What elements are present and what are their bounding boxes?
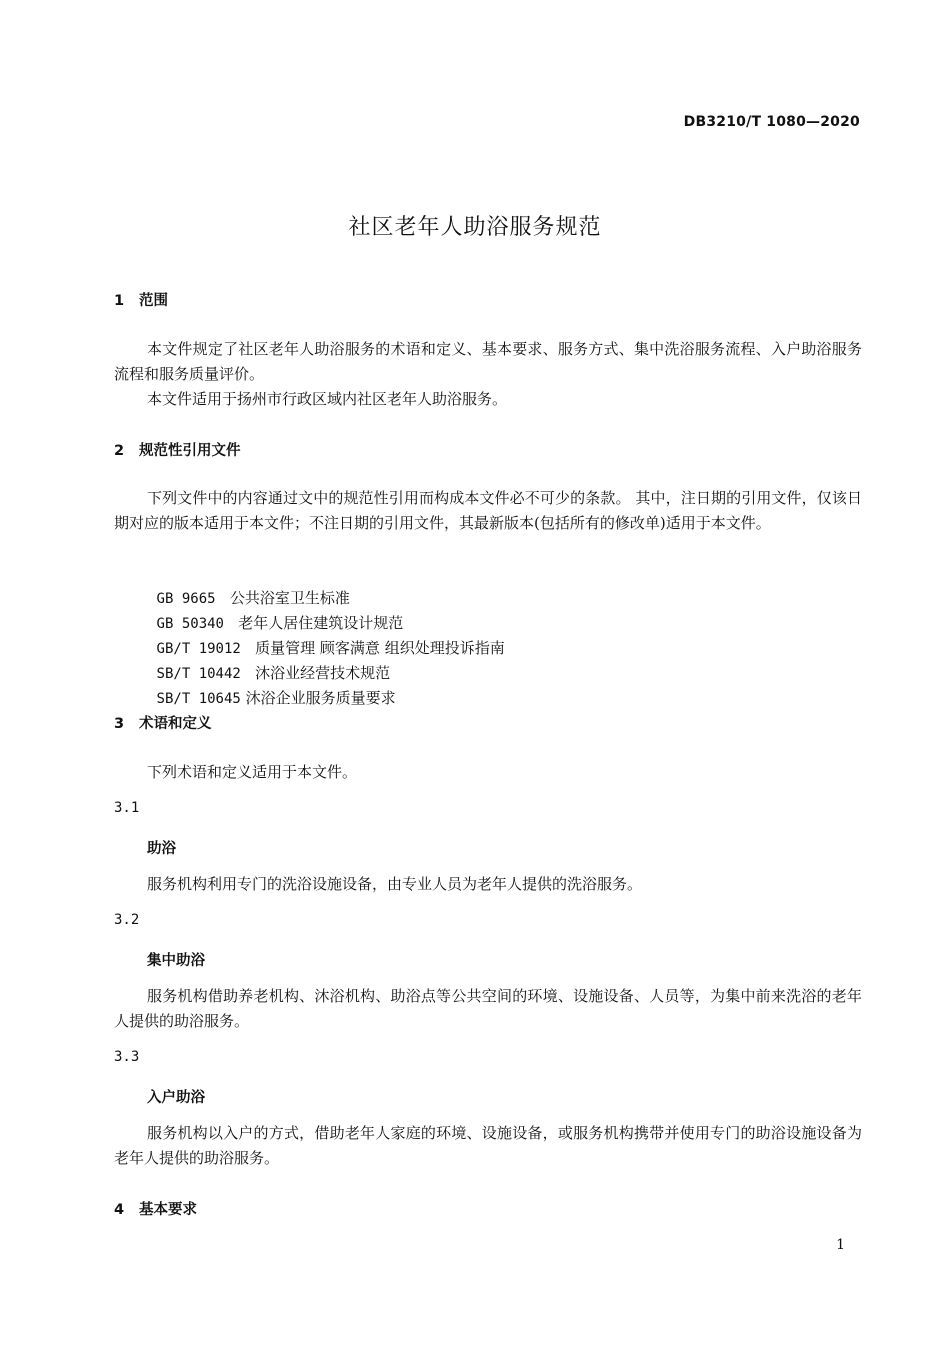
term-number: 3.1 [114, 800, 140, 816]
scope-paragraph-2: 本文件适用于扬州市行政区域内社区老年人助浴服务。 [147, 390, 508, 408]
reference-name: 沐浴业经营技术规范 [255, 664, 391, 682]
reference-name: 质量管理 顾客满意 组织处理投诉指南 [255, 639, 505, 657]
section-number: 4 [114, 1202, 125, 1218]
section-1-heading [114, 289, 168, 310]
document-title: 社区老年人助浴服务规范 [348, 215, 602, 240]
term-number: 3.2 [114, 912, 140, 928]
reference-name: 公共浴室卫生标准 [229, 589, 350, 607]
reference-code: SB/T 10442 [156, 666, 241, 682]
scope-paragraph-1: 本文件规定了社区老年人助浴服务的术语和定义、基本要求、服务方式、集中洗浴服务流程、入户助浴服务流程和服务质量评价。 [114, 340, 862, 383]
term-definition: 服务机构借助养老机构、沐浴机构、助浴点等公共空间的环境、设施设备、人员等，为集中前来洗浴的老年人提供的助浴服务。 [114, 987, 862, 1030]
reference-name: 沐浴企业服务质量要求 [245, 689, 396, 707]
term-name: 集中助浴 [147, 953, 205, 969]
term-number: 3.3 [114, 1049, 140, 1065]
section-number: 1 [114, 293, 125, 309]
normative-references-paragraph: 下列文件中的内容通过文中的规范性引用而构成本文件必不可少的条款。 其中，注日期的引用文件，仅该日期对应的版本适用于本文件；不注日期的引用文件，其最新版本(包括所有的修改单)适用于本文件。 [114, 489, 862, 532]
section-4-heading [114, 1198, 197, 1219]
term-name: 助浴 [147, 841, 176, 857]
section-title: 基本要求 [139, 1202, 197, 1218]
section-title: 规范性引用文件 [139, 443, 241, 459]
section-title: 范围 [139, 293, 168, 309]
section-title: 术语和定义 [139, 716, 212, 732]
reference-code: SB/T 10645 [156, 691, 241, 707]
terms-intro: 下列术语和定义适用于本文件。 [147, 763, 358, 781]
section-number: 2 [114, 443, 125, 459]
reference-code: GB 50340 [156, 616, 224, 632]
reference-name: 老年人居住建筑设计规范 [238, 614, 404, 632]
term-definition: 服务机构利用专门的洗浴设施设备，由专业人员为老年人提供的洗浴服务。 [147, 875, 643, 893]
page-number: 1 [836, 1237, 845, 1253]
reference-item [147, 661, 396, 712]
term-definition: 服务机构以入户的方式，借助老年人家庭的环境、设施设备，或服务机构携带并使用专门的助浴设施设备为老年人提供的助浴服务。 [114, 1124, 862, 1167]
standard-code: DB3210/T 1080—2020 [683, 114, 860, 130]
reference-code: GB 9665 [156, 591, 216, 607]
reference-code: GB/T 19012 [156, 641, 241, 657]
section-3-heading [114, 712, 212, 733]
section-number: 3 [114, 716, 125, 732]
term-name: 入户助浴 [147, 1090, 205, 1106]
section-2-heading [114, 439, 241, 460]
